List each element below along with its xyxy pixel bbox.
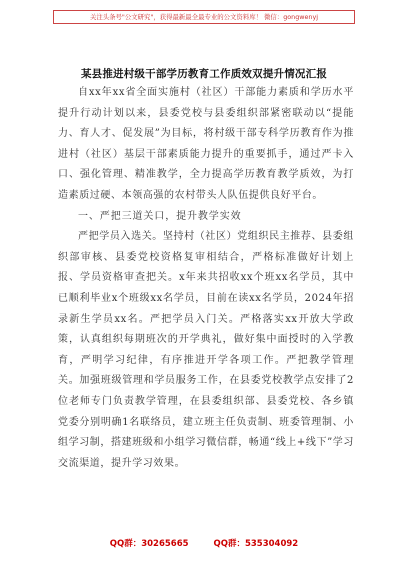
intro-paragraph: 自xx年xx省全面实施村（社区）干部能力素质和学历水平提升行动计划以来，县委党校与县委组织部紧密联动以“提能力、育人才、促发展”为目标，将村级干部专科学历教育作为推进村（社区）基层干部素质能力提升的重要抓手，通过严卡入口、强化管理、精准教学，全力提高学历教育教学质效，为打造素质过硬、本领高强的农村带头人队伍提供良好平台。 [58, 87, 354, 201]
promo-banner: 关注头条号"公文研究"，获得最新最全最专业的公文资料库！ 微信：gongwenyj [53, 10, 355, 24]
section-heading: 一、严把三道关口，提升教学实效 [78, 210, 242, 222]
document-body [58, 83, 354, 474]
document-title: 某县推进村级干部学历教育工作质效双提升情况汇报 [80, 68, 328, 80]
qq-group-1: QQ群：30265665 [109, 539, 189, 549]
body-paragraph: 严把学员入选关。坚持村（社区）党组织民主推荐、县委组织部审核、县委党校资格复审相结合，严格标准做好计划上报、学员资格审查把关。x年来共招收xx个班xx名学员，其中已顺利毕业x个班级xx名学员，目前在读xx名学员，2024年招录新生学员xx名。严把学员入门关。严格落实xx开放大学政策，认真组织每期班次的开学典礼，做好集中面授时的入学教育，严明学习纪律，有序推进开学各项工作。严把教学管理关。加强班级管理和学员服务工作，在县委党校教学点安排了2位老师专门负责教学管理，在县委组织部、县委党校、各乡镇党委分别明确1名联络员，建立班主任负责制、班委管理制、小组学习制，搭建班级和小组学习微信群，畅通“线上+线下”学习交流渠道，提升学习效果。 [58, 231, 355, 469]
qq-group-2: QQ群：535304092 [213, 539, 299, 549]
footer-contacts [0, 537, 408, 549]
